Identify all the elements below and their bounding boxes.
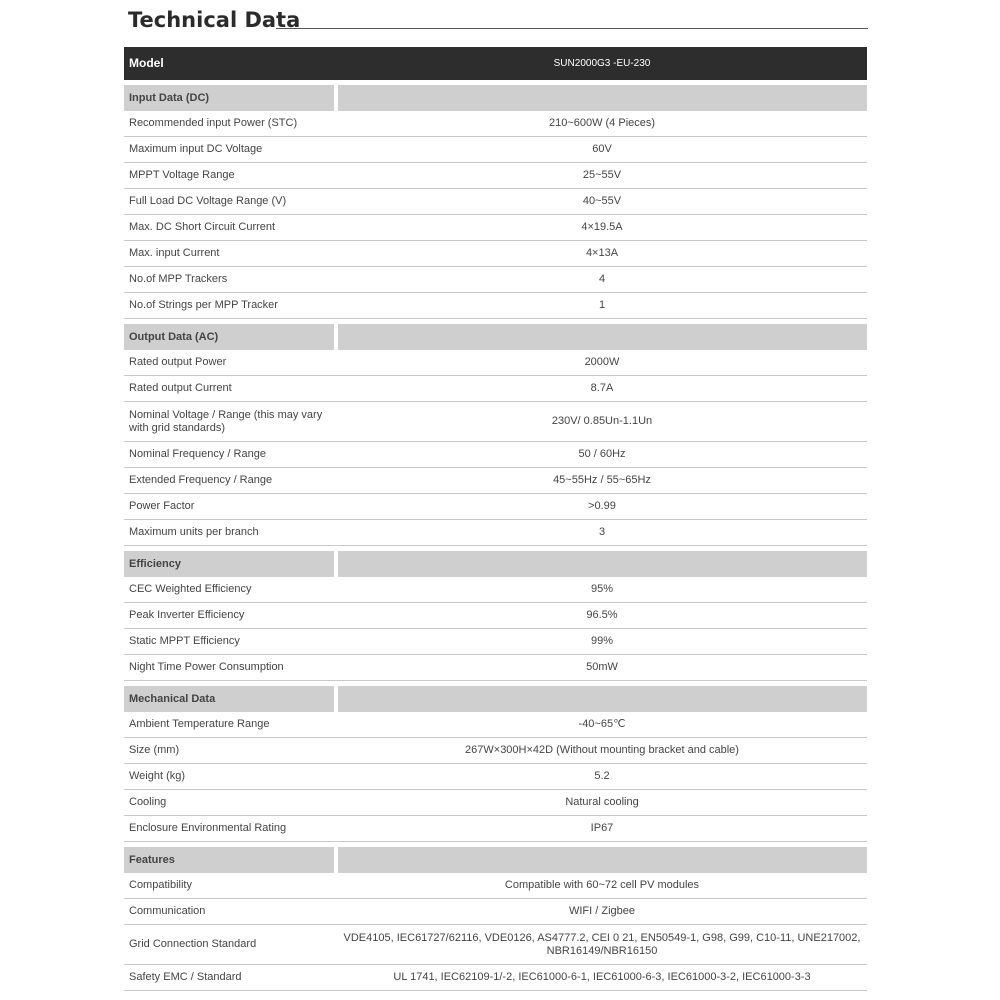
spec-label: No.of MPP Trackers bbox=[124, 267, 337, 293]
section-header-fill bbox=[338, 85, 867, 111]
spec-value: 50 / 60Hz bbox=[337, 442, 867, 468]
spec-value: 267W×300H×42D (Without mounting bracket and cable) bbox=[337, 738, 867, 764]
spec-row bbox=[124, 189, 867, 215]
spec-row bbox=[124, 899, 867, 925]
spec-table bbox=[124, 47, 867, 991]
spec-value: -40~65℃ bbox=[337, 712, 867, 738]
section-title: Mechanical Data bbox=[124, 686, 334, 712]
spec-label: Enclosure Environmental Rating bbox=[124, 816, 337, 842]
spec-value: 230V/ 0.85Un-1.1Un bbox=[337, 402, 867, 442]
spec-label: Night Time Power Consumption bbox=[124, 655, 337, 681]
spec-label: Cooling bbox=[124, 790, 337, 816]
spec-label: Full Load DC Voltage Range (V) bbox=[124, 189, 337, 215]
spec-value: 25~55V bbox=[337, 163, 867, 189]
section-header-fill bbox=[338, 847, 867, 873]
spec-row bbox=[124, 163, 867, 189]
spec-label: Recommended input Power (STC) bbox=[124, 111, 337, 137]
spec-value: 4 bbox=[337, 267, 867, 293]
spec-row bbox=[124, 629, 867, 655]
spec-row bbox=[124, 215, 867, 241]
spec-row bbox=[124, 468, 867, 494]
section-header-fill bbox=[338, 324, 867, 350]
page-title: Technical Data bbox=[128, 8, 301, 32]
spec-label: MPPT Voltage Range bbox=[124, 163, 337, 189]
section-header-value-cell bbox=[337, 85, 867, 111]
spec-row bbox=[124, 241, 867, 267]
spec-label: Weight (kg) bbox=[124, 764, 337, 790]
spec-row bbox=[124, 738, 867, 764]
spec-label: Power Factor bbox=[124, 494, 337, 520]
spec-row bbox=[124, 816, 867, 842]
spec-label: Nominal Voltage / Range (this may vary with grid standards) bbox=[124, 402, 337, 442]
model-label: Model bbox=[124, 47, 337, 80]
spec-row bbox=[124, 764, 867, 790]
spec-value: 3 bbox=[337, 520, 867, 546]
spec-value: 4×19.5A bbox=[337, 215, 867, 241]
spec-label: Communication bbox=[124, 899, 337, 925]
spec-label: Maximum input DC Voltage bbox=[124, 137, 337, 163]
section-title: Features bbox=[124, 847, 334, 873]
spec-value: 40~55V bbox=[337, 189, 867, 215]
section-title: Efficiency bbox=[124, 551, 334, 577]
spec-row bbox=[124, 790, 867, 816]
spec-value: IP67 bbox=[337, 816, 867, 842]
section-header bbox=[124, 324, 867, 350]
section-title: Input Data (DC) bbox=[124, 85, 334, 111]
spec-row bbox=[124, 965, 867, 991]
spec-label: Size (mm) bbox=[124, 738, 337, 764]
spec-row bbox=[124, 873, 867, 899]
spec-row bbox=[124, 137, 867, 163]
spec-row bbox=[124, 577, 867, 603]
spec-label: Max. DC Short Circuit Current bbox=[124, 215, 337, 241]
spec-row bbox=[124, 402, 867, 442]
spec-value: 1 bbox=[337, 293, 867, 319]
section-header-value-cell bbox=[337, 324, 867, 350]
spec-row bbox=[124, 376, 867, 402]
spec-value: >0.99 bbox=[337, 494, 867, 520]
spec-label: Static MPPT Efficiency bbox=[124, 629, 337, 655]
spec-value: 96.5% bbox=[337, 603, 867, 629]
spec-row bbox=[124, 520, 867, 546]
spec-label: Nominal Frequency / Range bbox=[124, 442, 337, 468]
spec-row bbox=[124, 494, 867, 520]
spec-value: 8.7A bbox=[337, 376, 867, 402]
section-header bbox=[124, 85, 867, 111]
spec-label: Ambient Temperature Range bbox=[124, 712, 337, 738]
title-rule bbox=[276, 28, 868, 29]
section-header-label-cell bbox=[124, 551, 337, 577]
section-header-label-cell bbox=[124, 686, 337, 712]
section-header-fill bbox=[338, 551, 867, 577]
section-header-label-cell bbox=[124, 324, 337, 350]
spec-value: Compatible with 60~72 cell PV modules bbox=[337, 873, 867, 899]
spec-value: VDE4105, IEC61727/62116, VDE0126, AS4777.2, CEI 0 21, EN50549-1, G98, G99, C10-11, UNE217002, NBR16149/NBR16150 bbox=[337, 925, 867, 965]
section-header-label-cell bbox=[124, 847, 337, 873]
spec-value: UL 1741, IEC62109-1/-2, IEC61000-6-1, IEC61000-6-3, IEC61000-3-2, IEC61000-3-3 bbox=[337, 965, 867, 991]
section-header-value-cell bbox=[337, 847, 867, 873]
spec-value: 50mW bbox=[337, 655, 867, 681]
spec-label: Compatibility bbox=[124, 873, 337, 899]
model-row bbox=[124, 47, 867, 80]
spec-row bbox=[124, 350, 867, 376]
spec-label: Maximum units per branch bbox=[124, 520, 337, 546]
spec-value: 2000W bbox=[337, 350, 867, 376]
spec-label: Rated output Current bbox=[124, 376, 337, 402]
model-value: SUN2000G3 -EU-230 bbox=[337, 47, 867, 80]
spec-row bbox=[124, 111, 867, 137]
spec-value: 5.2 bbox=[337, 764, 867, 790]
spec-label: Safety EMC / Standard bbox=[124, 965, 337, 991]
spec-row bbox=[124, 603, 867, 629]
spec-label: Grid Connection Standard bbox=[124, 925, 337, 965]
spec-value: 45~55Hz / 55~65Hz bbox=[337, 468, 867, 494]
section-header-value-cell bbox=[337, 686, 867, 712]
section-header-label-cell bbox=[124, 85, 337, 111]
section-header bbox=[124, 551, 867, 577]
spec-row bbox=[124, 655, 867, 681]
section-header-value-cell bbox=[337, 551, 867, 577]
section-title: Output Data (AC) bbox=[124, 324, 334, 350]
spec-value: WIFI / Zigbee bbox=[337, 899, 867, 925]
spec-label: Peak Inverter Efficiency bbox=[124, 603, 337, 629]
spec-label: Extended Frequency / Range bbox=[124, 468, 337, 494]
spec-value: 4×13A bbox=[337, 241, 867, 267]
section-header bbox=[124, 847, 867, 873]
section-header bbox=[124, 686, 867, 712]
spec-table-body bbox=[124, 47, 867, 991]
spec-row bbox=[124, 267, 867, 293]
title-header bbox=[128, 8, 868, 38]
spec-row bbox=[124, 293, 867, 319]
spec-label: No.of Strings per MPP Tracker bbox=[124, 293, 337, 319]
spec-value: 60V bbox=[337, 137, 867, 163]
spec-row bbox=[124, 442, 867, 468]
spec-row bbox=[124, 712, 867, 738]
spec-row bbox=[124, 925, 867, 965]
spec-label: Rated output Power bbox=[124, 350, 337, 376]
section-header-fill bbox=[338, 686, 867, 712]
spec-label: CEC Weighted Efficiency bbox=[124, 577, 337, 603]
spec-value: Natural cooling bbox=[337, 790, 867, 816]
spec-value: 99% bbox=[337, 629, 867, 655]
spec-value: 210~600W (4 Pieces) bbox=[337, 111, 867, 137]
spec-value: 95% bbox=[337, 577, 867, 603]
spec-label: Max. input Current bbox=[124, 241, 337, 267]
